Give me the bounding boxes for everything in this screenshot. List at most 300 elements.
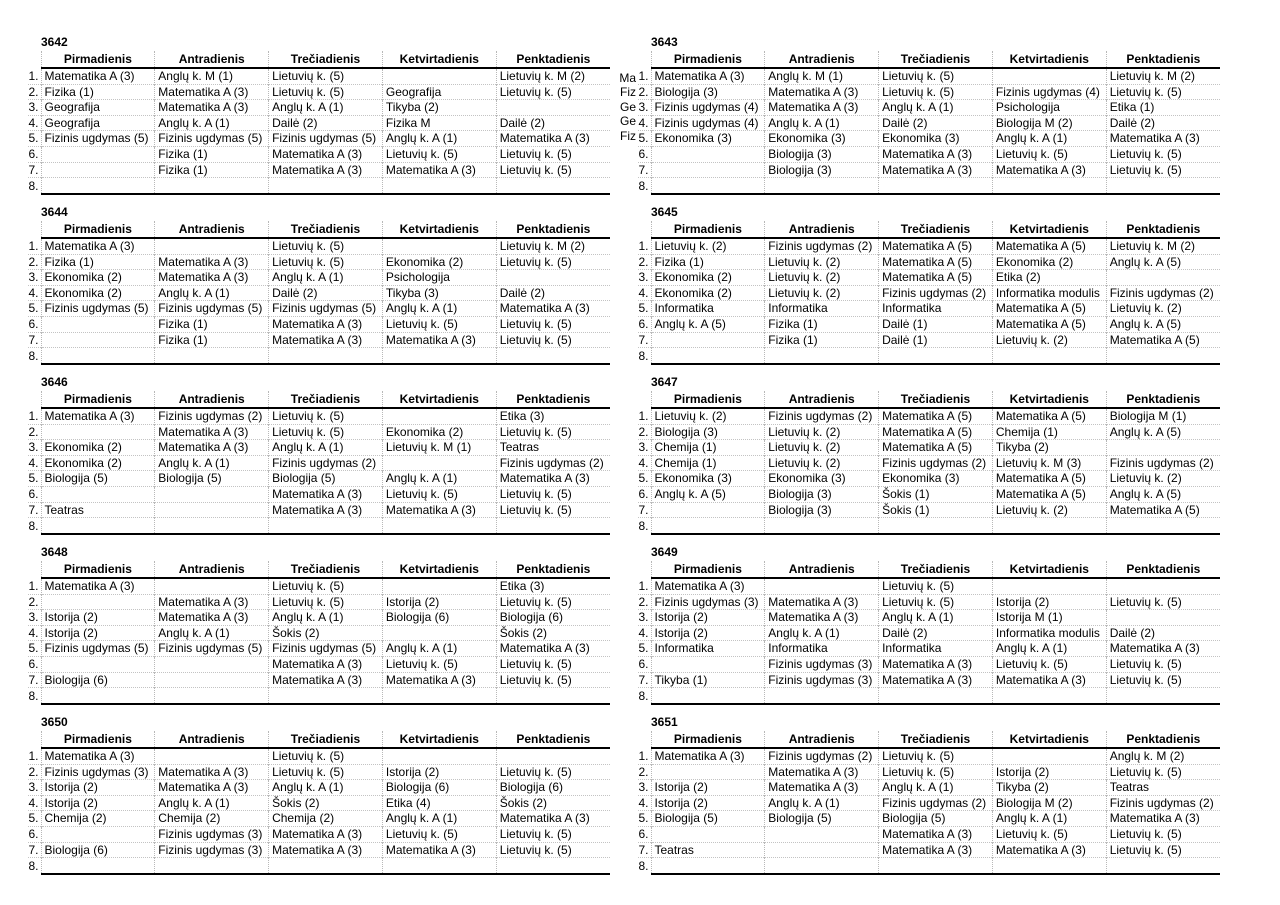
lesson-cell: Fizinis ugdymas (2) <box>879 455 993 471</box>
lesson-cell: Lietuvių k. (5) <box>992 656 1106 672</box>
header-corner-cell <box>28 221 41 238</box>
day-header: Ketvirtadienis <box>992 51 1106 68</box>
lesson-cell: Biologija (5) <box>41 471 155 487</box>
lesson-cell: Biologija (5) <box>879 811 993 827</box>
lesson-cell: Anglų k. A (1) <box>269 780 383 796</box>
lesson-cell <box>651 178 765 194</box>
lesson-row <box>28 610 610 626</box>
lesson-cell: Biologija (3) <box>765 486 879 502</box>
lesson-cell <box>496 270 610 286</box>
lesson-number: 1. <box>28 748 39 763</box>
lesson-number: 6. <box>638 316 651 332</box>
lesson-cell: Dailė (2) <box>269 285 383 301</box>
lesson-row <box>638 254 1220 270</box>
lesson-cell: Matematika A (3) <box>992 162 1106 178</box>
lesson-cell: Chemija (1) <box>651 440 765 456</box>
lesson-cell: Matematika A (3) <box>155 270 269 286</box>
lesson-cell: Lietuvių k. (5) <box>1106 672 1220 688</box>
lesson-cell: Teatras <box>651 842 765 858</box>
lesson-cell: Lietuvių k. (5) <box>382 316 496 332</box>
lesson-cell <box>269 688 383 704</box>
lesson-number: 2. <box>638 594 651 610</box>
lesson-cell: Matematika A (3) <box>41 748 155 764</box>
day-header: Penktadienis <box>1106 731 1220 748</box>
lesson-cell: Lietuvių k. (5) <box>496 486 610 502</box>
lesson-cell: Lietuvių k. (2) <box>765 440 879 456</box>
timetable-table <box>28 561 610 705</box>
lesson-cell: Matematika A (3) <box>269 826 383 842</box>
class-number: 3649 <box>651 545 678 559</box>
lesson-cell: Informatika modulis <box>992 625 1106 641</box>
lesson-cell: Fizinis ugdymas (2) <box>765 408 879 424</box>
lesson-cell: Biologija (5) <box>269 471 383 487</box>
lesson-cell: Teatras <box>41 502 155 518</box>
lesson-cell: Tikyba (1) <box>651 672 765 688</box>
lesson-cell: Tikyba (2) <box>992 780 1106 796</box>
lesson-number: 7. <box>638 332 651 348</box>
lesson-cell: Lietuvių k. (2) <box>765 270 879 286</box>
day-header: Penktadienis <box>496 221 610 238</box>
lesson-number: 1. <box>638 408 649 423</box>
timetable-table <box>638 51 1220 195</box>
lesson-number: 4. <box>638 625 651 641</box>
day-header: Ketvirtadienis <box>992 561 1106 578</box>
lesson-cell <box>765 348 879 364</box>
lesson-cell <box>1106 858 1220 874</box>
lesson-cell <box>382 455 496 471</box>
lesson-cell: Anglų k. A (1) <box>382 641 496 657</box>
lesson-cell <box>879 858 993 874</box>
header-corner-cell <box>638 731 651 748</box>
lesson-cell <box>992 748 1106 764</box>
lesson-cell <box>496 348 610 364</box>
lesson-cell: Fizika (1) <box>651 254 765 270</box>
lesson-row <box>28 502 610 518</box>
lesson-number: 1. <box>638 68 649 83</box>
header-corner-cell <box>28 561 41 578</box>
lesson-row <box>28 518 610 534</box>
lesson-cell: Istorija (2) <box>41 610 155 626</box>
lesson-row <box>28 672 610 688</box>
lesson-cell: Tikyba (2) <box>382 100 496 116</box>
lesson-cell: Geografija <box>41 115 155 131</box>
lesson-cell: Fizinis ugdymas (3) <box>765 656 879 672</box>
day-header: Penktadienis <box>1106 221 1220 238</box>
lesson-cell: Lietuvių k. (5) <box>382 146 496 162</box>
lesson-cell: Lietuvių k. (5) <box>1106 764 1220 780</box>
lesson-cell: Anglų k. A (1) <box>382 471 496 487</box>
lesson-cell: Matematika A (3) <box>382 672 496 688</box>
lesson-row <box>28 131 610 147</box>
lesson-cell: Matematika A (5) <box>992 486 1106 502</box>
lesson-cell: Biologija (5) <box>155 471 269 487</box>
lesson-number: 6. <box>28 656 41 672</box>
lesson-cell: Matematika A (3) <box>269 502 383 518</box>
lesson-row <box>638 764 1220 780</box>
lesson-number: 5. <box>638 811 651 827</box>
lesson-cell: Matematika A (3) <box>496 471 610 487</box>
lesson-cell: Etika (1) <box>1106 100 1220 116</box>
lesson-cell: Matematika A (3) <box>382 162 496 178</box>
lesson-cell: Matematika A (3) <box>879 672 993 688</box>
lesson-cell: Matematika A (3) <box>382 332 496 348</box>
lesson-cell: Matematika A (5) <box>992 238 1106 254</box>
lesson-cell: Lietuvių k. (5) <box>879 748 993 764</box>
lesson-row <box>638 578 1220 594</box>
header-corner-cell <box>638 221 651 238</box>
lesson-cell: Ekonomika (2) <box>41 440 155 456</box>
lesson-cell <box>382 68 496 84</box>
lesson-cell: Fizinis ugdymas (2) <box>1106 795 1220 811</box>
lesson-number: 4. <box>638 795 651 811</box>
lesson-cell: Anglų k. A (5) <box>651 316 765 332</box>
lesson-row <box>638 115 1220 131</box>
lesson-cell: Šokis (1) <box>879 502 993 518</box>
lesson-cell: Istorija (2) <box>41 625 155 641</box>
lesson-cell <box>1106 578 1220 594</box>
day-header-row <box>28 391 610 408</box>
lesson-cell: Lietuvių k. (2) <box>765 285 879 301</box>
lesson-cell: Lietuvių k. (2) <box>651 408 765 424</box>
lesson-cell: Lietuvių k. (5) <box>879 68 993 84</box>
lesson-number: 8. <box>638 178 651 194</box>
lesson-cell <box>41 688 155 704</box>
day-header: Ketvirtadienis <box>992 221 1106 238</box>
lesson-cell: Lietuvių k. (5) <box>496 254 610 270</box>
lesson-cell <box>269 178 383 194</box>
lesson-cell: Psichologija <box>382 270 496 286</box>
lesson-row <box>638 811 1220 827</box>
lesson-number: 3. <box>638 610 651 626</box>
day-header: Penktadienis <box>496 561 610 578</box>
lesson-cell: Anglų k. A (1) <box>765 625 879 641</box>
lesson-cell <box>496 518 610 534</box>
lesson-cell: Lietuvių k. (2) <box>992 502 1106 518</box>
lesson-cell: Anglų k. A (1) <box>382 131 496 147</box>
lesson-cell: Matematika A (5) <box>879 424 993 440</box>
header-corner-cell <box>28 731 41 748</box>
header-corner-cell <box>28 51 41 68</box>
lesson-row <box>28 811 610 827</box>
lesson-number: 5. <box>638 471 651 487</box>
lesson-row <box>28 748 610 764</box>
lesson-number: 6. <box>638 656 651 672</box>
lesson-row <box>28 348 610 364</box>
lesson-cell <box>41 486 155 502</box>
lesson-cell: Matematika A (3) <box>765 100 879 116</box>
lesson-row <box>28 471 610 487</box>
lesson-number: 4. <box>28 625 41 641</box>
lesson-cell <box>765 578 879 594</box>
lesson-cell: Ekonomika (2) <box>651 285 765 301</box>
lesson-number: 3. <box>638 440 651 456</box>
lesson-row <box>28 178 610 194</box>
lesson-cell: Lietuvių k. (5) <box>496 146 610 162</box>
lesson-row <box>28 795 610 811</box>
lesson-cell: Matematika A (3) <box>1106 641 1220 657</box>
lesson-cell: Matematika A (3) <box>382 502 496 518</box>
timetable-table <box>638 221 1220 365</box>
lesson-cell <box>41 826 155 842</box>
class-number: 3646 <box>41 375 68 389</box>
lesson-cell: Matematika A (3) <box>992 672 1106 688</box>
lesson-number: 2. <box>28 254 41 270</box>
lesson-cell <box>269 518 383 534</box>
clipped-text-fragments <box>606 71 636 188</box>
lesson-row <box>28 440 610 456</box>
lesson-cell: Fizinis ugdymas (2) <box>496 455 610 471</box>
day-header: Antradienis <box>765 391 879 408</box>
lesson-cell: Biologija (3) <box>765 162 879 178</box>
lesson-row <box>28 68 610 84</box>
lesson-cell: Etika (2) <box>992 270 1106 286</box>
lesson-cell: Informatika <box>651 641 765 657</box>
lesson-row <box>638 178 1220 194</box>
lesson-cell: Istorija (2) <box>992 594 1106 610</box>
day-header-row <box>28 51 610 68</box>
lesson-cell <box>992 518 1106 534</box>
lesson-cell: Ekonomika (2) <box>41 455 155 471</box>
lesson-cell: Matematika A (3) <box>155 764 269 780</box>
clipped-text-fragment <box>606 158 636 173</box>
lesson-number: 5. <box>28 641 41 657</box>
lesson-cell: Matematika A (3) <box>765 594 879 610</box>
lesson-cell: Lietuvių k. (5) <box>496 826 610 842</box>
lesson-cell: Matematika A (5) <box>992 301 1106 317</box>
lesson-cell: Matematika A (3) <box>992 842 1106 858</box>
lesson-cell: Tikyba (3) <box>382 285 496 301</box>
lesson-cell: Biologija (5) <box>651 811 765 827</box>
day-header: Antradienis <box>155 731 269 748</box>
lesson-cell: Anglų k. A (1) <box>269 270 383 286</box>
lesson-number: 3. <box>638 780 651 796</box>
lesson-cell: Matematika A (3) <box>155 440 269 456</box>
lesson-cell <box>992 348 1106 364</box>
class-number: 3651 <box>651 715 678 729</box>
timetable-block-3646 <box>28 376 610 535</box>
lesson-cell: Matematika A (5) <box>992 408 1106 424</box>
lesson-cell: Biologija (6) <box>382 780 496 796</box>
lesson-cell: Anglų k. A (1) <box>269 440 383 456</box>
lesson-row <box>28 578 610 594</box>
lesson-row <box>638 68 1220 84</box>
lesson-cell: Lietuvių k. (5) <box>269 238 383 254</box>
lesson-cell <box>651 688 765 704</box>
lesson-cell: Fizika M <box>382 115 496 131</box>
lesson-cell <box>651 348 765 364</box>
lesson-cell: Lietuvių k. (5) <box>382 826 496 842</box>
lesson-cell: Dailė (2) <box>1106 115 1220 131</box>
lesson-cell: Anglų k. A (1) <box>155 285 269 301</box>
lesson-cell: Matematika A (3) <box>155 424 269 440</box>
lesson-cell <box>382 348 496 364</box>
lesson-cell: Ekonomika (2) <box>651 270 765 286</box>
lesson-row <box>638 656 1220 672</box>
lesson-cell: Istorija (2) <box>651 780 765 796</box>
lesson-row <box>28 858 610 874</box>
lesson-cell: Ekonomika (2) <box>382 254 496 270</box>
lesson-number: 1. <box>28 578 39 593</box>
lesson-row <box>638 672 1220 688</box>
lesson-cell <box>382 518 496 534</box>
lesson-cell: Tikyba (2) <box>992 440 1106 456</box>
lesson-cell: Fizinis ugdymas (5) <box>41 131 155 147</box>
lesson-cell: Lietuvių k. (5) <box>269 408 383 424</box>
lesson-cell: Anglų k. M (1) <box>765 68 879 84</box>
lesson-number: 8. <box>638 688 651 704</box>
lesson-cell <box>651 502 765 518</box>
day-header: Pirmadienis <box>41 561 155 578</box>
day-header: Antradienis <box>155 561 269 578</box>
lesson-number: 6. <box>638 486 651 502</box>
lesson-number: 2. <box>28 764 41 780</box>
lesson-cell: Dailė (2) <box>1106 625 1220 641</box>
lesson-row <box>638 270 1220 286</box>
day-header: Pirmadienis <box>41 731 155 748</box>
lesson-row <box>638 348 1220 364</box>
lesson-cell <box>382 238 496 254</box>
lesson-cell: Biologija (3) <box>765 146 879 162</box>
lesson-cell: Matematika A (3) <box>155 610 269 626</box>
lesson-row <box>638 780 1220 796</box>
lesson-row <box>28 764 610 780</box>
lesson-cell: Matematika A (5) <box>1106 502 1220 518</box>
timetable-block-3651 <box>638 716 1220 875</box>
lesson-cell <box>382 688 496 704</box>
day-header: Trečiadienis <box>269 51 383 68</box>
lesson-cell: Istorija (2) <box>382 764 496 780</box>
lesson-cell <box>41 424 155 440</box>
class-number: 3647 <box>651 375 678 389</box>
lesson-cell <box>1106 440 1220 456</box>
lesson-cell: Lietuvių k. (2) <box>992 332 1106 348</box>
lesson-cell: Lietuvių k. (5) <box>992 826 1106 842</box>
header-corner-cell <box>638 51 651 68</box>
day-header: Pirmadienis <box>41 51 155 68</box>
lesson-cell: Anglų k. A (5) <box>1106 254 1220 270</box>
day-header: Ketvirtadienis <box>992 391 1106 408</box>
lesson-cell <box>155 486 269 502</box>
lesson-cell: Fizinis ugdymas (2) <box>269 455 383 471</box>
lesson-number: 2. <box>28 594 41 610</box>
lesson-cell <box>269 858 383 874</box>
lesson-row <box>638 332 1220 348</box>
lesson-number: 8. <box>28 688 41 704</box>
lesson-cell: Matematika A (3) <box>651 68 765 84</box>
lesson-cell: Istorija (2) <box>41 780 155 796</box>
day-header: Antradienis <box>765 221 879 238</box>
lesson-number: 5. <box>638 131 651 147</box>
lesson-cell: Fizika (1) <box>765 332 879 348</box>
clipped-text-fragment: Ma <box>619 70 636 85</box>
lesson-number: 5. <box>28 811 41 827</box>
lesson-cell: Lietuvių k. (5) <box>496 594 610 610</box>
lesson-cell: Biologija (5) <box>765 811 879 827</box>
lesson-cell: Fizinis ugdymas (5) <box>41 641 155 657</box>
lesson-number: 4. <box>638 115 651 131</box>
lesson-cell: Anglų k. A (1) <box>879 780 993 796</box>
lesson-cell: Ekonomika (3) <box>765 471 879 487</box>
lesson-cell: Matematika A (3) <box>765 610 879 626</box>
lesson-cell: Etika (3) <box>496 578 610 594</box>
lesson-cell <box>41 332 155 348</box>
lesson-row <box>28 316 610 332</box>
lesson-cell: Biologija (6) <box>496 780 610 796</box>
lesson-cell: Lietuvių k. (2) <box>765 424 879 440</box>
lesson-cell <box>651 826 765 842</box>
lesson-number: 1. <box>28 238 39 253</box>
lesson-cell: Biologija (6) <box>41 672 155 688</box>
lesson-cell: Chemija (2) <box>155 811 269 827</box>
lesson-cell: Informatika <box>765 641 879 657</box>
lesson-cell: Biologija (3) <box>651 424 765 440</box>
lesson-cell <box>155 238 269 254</box>
lesson-number: 3. <box>28 270 41 286</box>
lesson-cell: Istorija (2) <box>651 795 765 811</box>
lesson-cell <box>651 518 765 534</box>
lesson-cell: Lietuvių k. (5) <box>1106 162 1220 178</box>
lesson-cell: Lietuvių k. (5) <box>496 162 610 178</box>
lesson-number: 2. <box>638 424 651 440</box>
lesson-cell: Informatika <box>651 301 765 317</box>
lesson-cell: Ekonomika (2) <box>41 270 155 286</box>
lesson-number: 5. <box>28 131 41 147</box>
lesson-row <box>638 795 1220 811</box>
lesson-cell <box>992 68 1106 84</box>
lesson-cell: Lietuvių k. (5) <box>992 146 1106 162</box>
lesson-number: 8. <box>638 518 651 534</box>
lesson-row <box>28 270 610 286</box>
day-header-row <box>28 731 610 748</box>
lesson-number: 3. <box>28 100 41 116</box>
timetable-table <box>28 221 610 365</box>
lesson-cell <box>155 688 269 704</box>
lesson-cell: Lietuvių k. (5) <box>269 424 383 440</box>
lesson-cell: Matematika A (3) <box>155 254 269 270</box>
timetable-block-3650 <box>28 716 610 875</box>
lesson-row <box>28 84 610 100</box>
timetable-table <box>28 391 610 535</box>
lesson-cell: Ekonomika (3) <box>765 131 879 147</box>
lesson-cell: Anglų k. A (1) <box>269 100 383 116</box>
day-header-row <box>638 221 1220 238</box>
lesson-cell <box>41 316 155 332</box>
lesson-cell: Lietuvių k. (5) <box>496 842 610 858</box>
lesson-cell: Geografija <box>41 100 155 116</box>
lesson-cell: Lietuvių k. M (2) <box>1106 238 1220 254</box>
lesson-number: 8. <box>28 518 41 534</box>
lesson-number: 2. <box>638 764 651 780</box>
clipped-text-fragment: Ge <box>619 99 636 114</box>
lesson-number: 6. <box>638 146 651 162</box>
lesson-number: 6. <box>28 146 41 162</box>
lesson-cell: Matematika A (3) <box>879 656 993 672</box>
lesson-row <box>28 146 610 162</box>
class-number: 3650 <box>41 715 68 729</box>
clipped-text-fragment: Fiz <box>620 128 636 143</box>
lesson-cell <box>155 656 269 672</box>
lesson-cell: Psichologija <box>992 100 1106 116</box>
day-header: Ketvirtadienis <box>992 731 1106 748</box>
lesson-cell <box>41 146 155 162</box>
lesson-cell: Matematika A (3) <box>155 594 269 610</box>
day-header: Ketvirtadienis <box>382 221 496 238</box>
lesson-cell: Fizinis ugdymas (3) <box>765 672 879 688</box>
lesson-cell: Matematika A (5) <box>879 254 993 270</box>
lesson-cell: Fizika (1) <box>155 146 269 162</box>
lesson-cell: Anglų k. A (1) <box>992 641 1106 657</box>
lesson-cell: Anglų k. A (1) <box>992 811 1106 827</box>
